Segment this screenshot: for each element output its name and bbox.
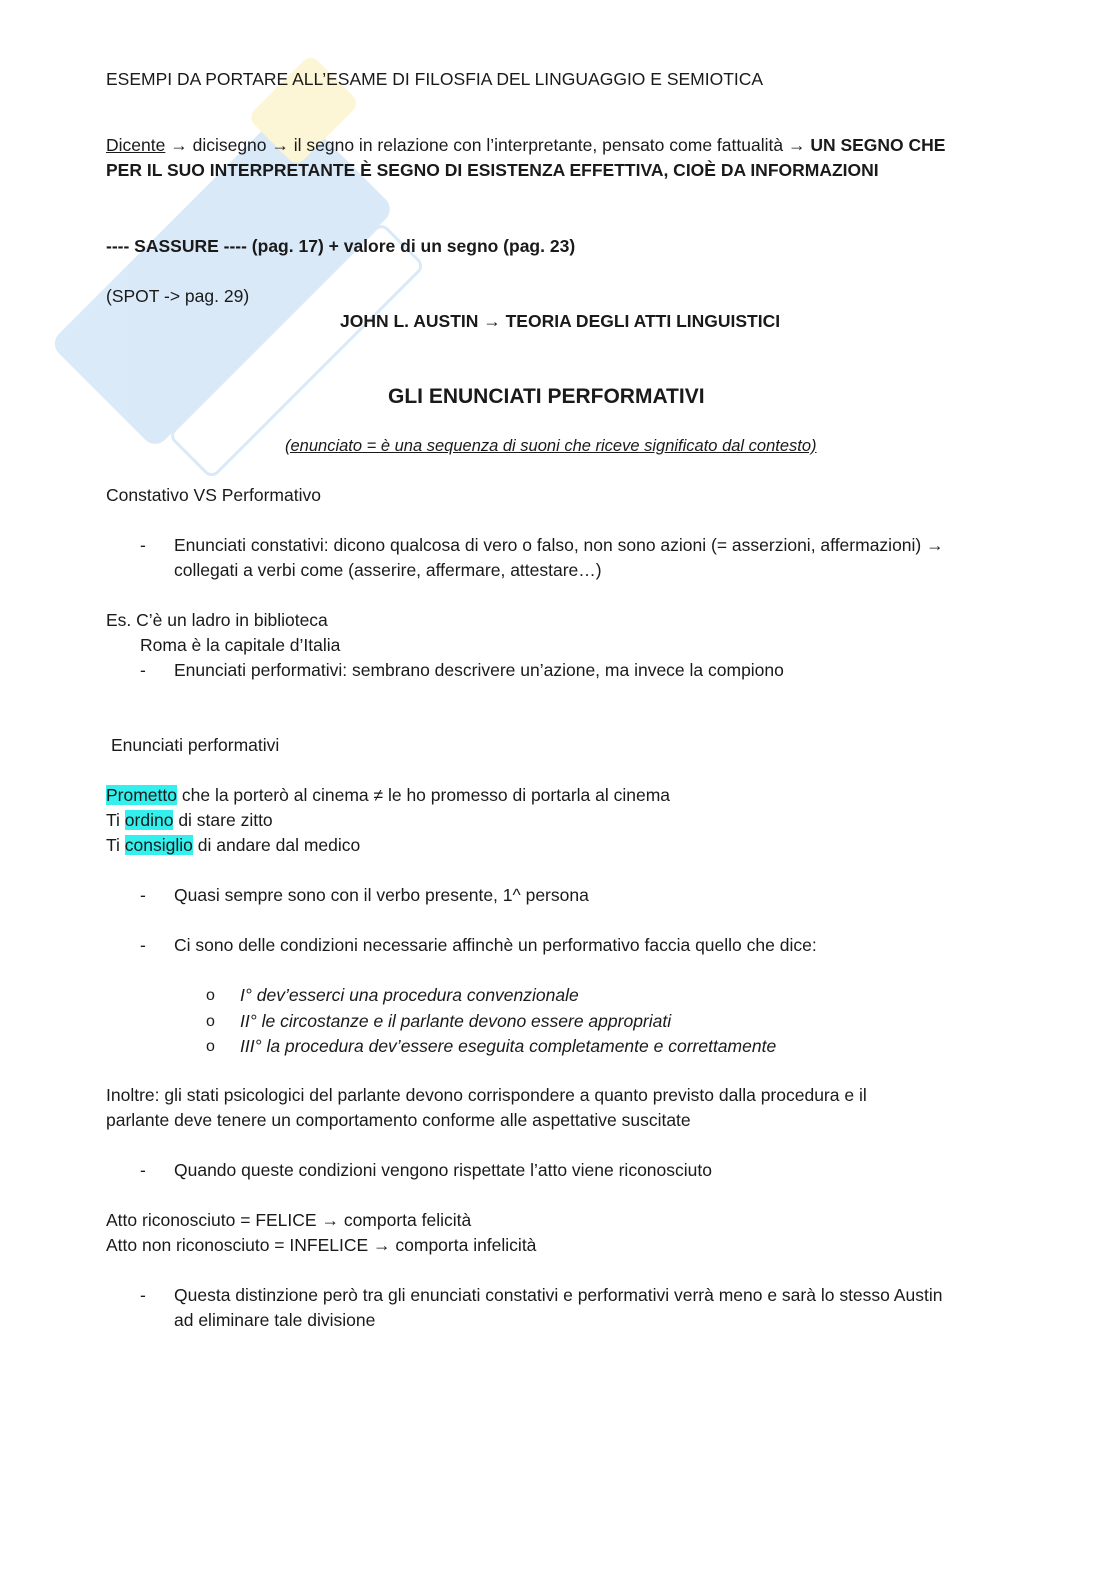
circle-bullet-icon: o xyxy=(206,1013,215,1030)
highlighted-verb: ordino xyxy=(124,810,174,830)
section-enunciati-performativi: Enunciati performativi xyxy=(111,735,280,755)
highlighted-verb: Prometto xyxy=(106,785,177,805)
arrow-icon: → xyxy=(926,535,944,555)
example-pre: Ti xyxy=(106,810,125,830)
performative-example-1 xyxy=(106,783,670,808)
arrow-icon: → xyxy=(483,311,501,331)
inoltre-line-1: Inoltre: gli stati psicologici del parlante devono corrispondere a quanto previsto dalla procedura e il xyxy=(106,1085,867,1105)
bullet-constativi xyxy=(174,533,944,558)
example-1: Es. C’è un ladro in biblioteca xyxy=(106,610,328,630)
arrow-icon: → xyxy=(321,1210,339,1230)
bullet-distinzione: Questa distinzione però tra gli enunciati constativi e performativi verrà meno e sarà lo stesso Austin xyxy=(174,1285,943,1305)
document-header: ESEMPI DA PORTARE ALL’ESAME DI FILOSFIA DEL LINGUAGGIO E SEMIOTICA xyxy=(106,69,764,89)
subtitle: (enunciato = è una sequenza di suoni che riceve significato dal contesto) xyxy=(285,437,817,455)
austin-name: JOHN L. AUSTIN xyxy=(340,311,484,331)
arrow-icon: → xyxy=(271,135,289,155)
condition-1: I° dev’esserci una procedura convenzionale xyxy=(240,985,579,1005)
performative-example-2 xyxy=(106,808,273,833)
highlighted-verb: consiglio xyxy=(124,835,193,855)
bullet-dash: - xyxy=(140,660,146,680)
spot-line: (SPOT -> pag. 29) xyxy=(106,286,250,306)
arrow-icon: → xyxy=(170,135,188,155)
bullet-dash: - xyxy=(140,535,146,555)
bullet-rispettate: Quando queste condizioni vengono rispettate l’atto viene riconosciuto xyxy=(174,1160,712,1180)
bullet-dash: - xyxy=(140,935,146,955)
dicente-text-1: dicisegno xyxy=(187,135,272,155)
arrow-icon: → xyxy=(373,1235,391,1255)
example-rest: di andare dal medico xyxy=(192,835,361,855)
sassure-line: ---- SASSURE ---- (pag. 17) + valore di un segno (pag. 23) xyxy=(106,236,576,256)
dicente-term: Dicente xyxy=(106,135,166,155)
condition-2: II° le circostanze e il parlante devono essere appropriati xyxy=(240,1011,672,1031)
bullet-distinzione-cont: ad eliminare tale divisione xyxy=(174,1310,376,1330)
bullet-condizioni: Ci sono delle condizioni necessarie affinchè un performativo faccia quello che dice: xyxy=(174,935,817,955)
constativo-vs-performativo: Constativo VS Performativo xyxy=(106,485,321,505)
inoltre-line-2: parlante deve tenere un comportamento conforme alle aspettative suscitate xyxy=(106,1110,691,1130)
infelice-pre: Atto non riconosciuto = INFELICE xyxy=(106,1235,374,1255)
felice-pre: Atto riconosciuto = FELICE xyxy=(106,1210,322,1230)
atto-infelice xyxy=(106,1233,536,1258)
dicente-bold-1: UN SEGNO CHE xyxy=(805,135,946,155)
atto-felice xyxy=(106,1208,471,1233)
dicente-line-2: PER IL SUO INTERPRETANTE È SEGNO DI ESISTENZA EFFETTIVA, CIOÈ DA INFORMAZIONI xyxy=(106,160,879,180)
circle-bullet-icon: o xyxy=(206,987,215,1004)
felice-post: comporta felicità xyxy=(338,1210,472,1230)
example-2: Roma è la capitale d’Italia xyxy=(140,635,341,655)
bullet-constativi-text: Enunciati constativi: dicono qualcosa di vero o falso, non sono azioni (= asserzioni, affermazioni) xyxy=(174,535,927,555)
circle-bullet-icon: o xyxy=(206,1038,215,1055)
bullet-dash: - xyxy=(140,1285,146,1305)
bullet-performativi: Enunciati performativi: sembrano descrivere un’azione, ma invece la compiono xyxy=(174,660,784,680)
performative-example-3 xyxy=(106,833,360,858)
bullet-dash: - xyxy=(140,1160,146,1180)
bullet-constativi-cont: collegati a verbi come (asserire, affermare, attestare…) xyxy=(174,560,602,580)
bullet-dash: - xyxy=(140,885,146,905)
arrow-icon: → xyxy=(787,135,806,155)
condition-3: III° la procedura dev’essere eseguita completamente e correttamente xyxy=(240,1036,777,1056)
austin-heading xyxy=(340,309,780,334)
example-pre: Ti xyxy=(106,835,125,855)
example-rest: di stare zitto xyxy=(173,810,273,830)
example-rest: che la porterò al cinema ≠ le ho promesso di portarla al cinema xyxy=(177,785,671,805)
dicente-line-1 xyxy=(106,133,945,158)
dicente-text-2: il segno in relazione con l’interpretante, pensato come fattualità xyxy=(288,135,788,155)
infelice-post: comporta infelicità xyxy=(390,1235,537,1255)
austin-theory: TEORIA DEGLI ATTI LINGUISTICI xyxy=(500,311,781,331)
bullet-presente: Quasi sempre sono con il verbo presente, 1^ persona xyxy=(174,885,589,905)
page-title: GLI ENUNCIATI PERFORMATIVI xyxy=(388,385,705,408)
